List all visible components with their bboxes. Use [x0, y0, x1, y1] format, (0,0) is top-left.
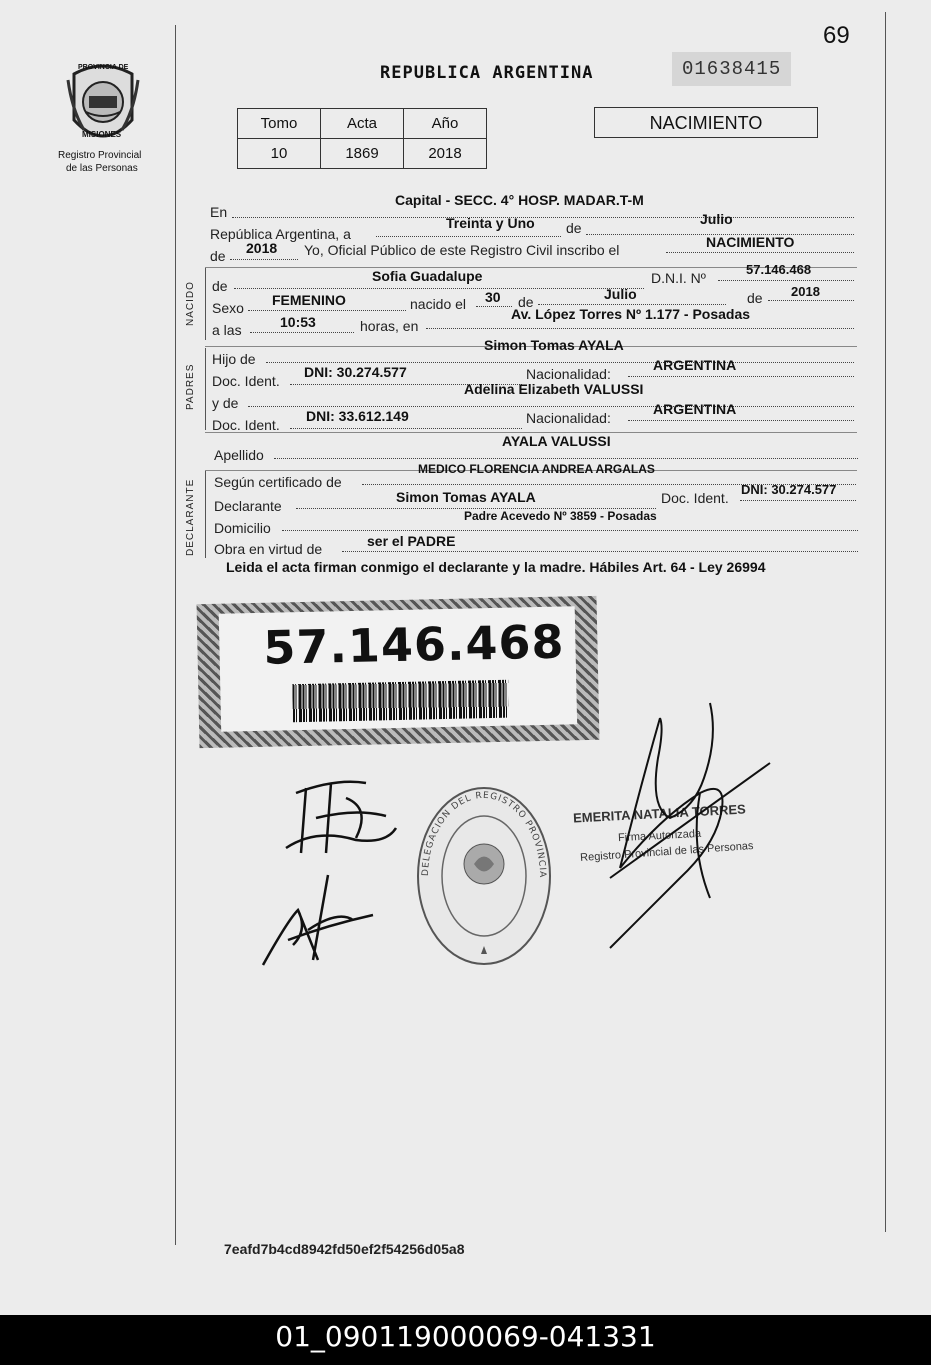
label-dni: D.N.I. Nº: [651, 270, 706, 286]
padres-section-line: [205, 348, 206, 430]
dni-card-number: 57.146.468: [262, 614, 565, 675]
document-hash: 7eafd7b4cd8942fd50ef2f54256d05a8: [224, 1241, 465, 1257]
serial-number: 01638415: [672, 52, 791, 86]
stamp-name: EMERITA NATALIA TORRES: [572, 801, 747, 826]
side-label-padres: PADRES: [185, 363, 196, 410]
document-title: REPUBLICA ARGENTINA: [380, 63, 594, 83]
value-tipo: NACIMIENTO: [706, 234, 795, 250]
label-segun: Según certificado de: [214, 474, 342, 490]
seal-text-bottom: MISIONES: [82, 130, 122, 139]
label-horas: horas, en: [360, 318, 419, 334]
label-doc-ident-1: Doc. Ident.: [212, 373, 280, 389]
barcode: [292, 680, 509, 723]
seal-arc-text: DELEGACION DEL REGISTRO PROVINCIA: [420, 790, 548, 879]
label-de-start: de: [210, 248, 226, 264]
side-label-nacido: NACIDO: [185, 281, 196, 326]
label-nacionalidad-2: Nacionalidad:: [526, 410, 611, 426]
label-de-mid: de: [566, 220, 582, 236]
official-round-seal: [414, 784, 554, 968]
nacido-section-line: [205, 268, 206, 340]
label-de-month: de: [518, 294, 534, 310]
stamp-role: Firma Autorizada: [617, 827, 702, 845]
acta-header: Acta: [321, 109, 404, 139]
page-number: 69: [823, 22, 850, 49]
right-margin-line: [885, 12, 886, 1232]
value-dia-letras: Treinta y Uno: [446, 215, 535, 231]
declarante-signature: [276, 768, 406, 868]
value-apellido: AYALA VALUSSI: [502, 433, 611, 449]
label-doc-ident-3: Doc. Ident.: [661, 490, 729, 506]
logo-caption-1: Registro Provincial: [58, 150, 142, 161]
closing-text: Leida el acta firman conmigo el declarante y la madre. Hábiles Art. 64 - Ley 26994: [226, 559, 766, 575]
stamp-office: Registro Provincial de las Personas: [579, 839, 754, 865]
tomo-header: Tomo: [238, 109, 321, 139]
tomo-acta-ano-table: [237, 108, 487, 169]
value-padre-nac: ARGENTINA: [653, 357, 737, 373]
value-domicilio: Padre Acevedo Nº 3859 - Posadas: [464, 509, 657, 523]
label-a-las: a las: [212, 322, 242, 338]
label-de-year: de: [747, 290, 763, 306]
value-dni: 57.146.468: [746, 262, 812, 277]
value-hora: 10:53: [280, 314, 316, 330]
label-de-name: de: [212, 278, 228, 294]
label-nacido: nacido el: [410, 296, 467, 312]
value-mes-inscripcion: Julio: [700, 211, 733, 227]
dni-card-panel: [219, 606, 577, 731]
value-anio-inscripcion: 2018: [246, 240, 278, 256]
value-anio-nac: 2018: [791, 284, 820, 299]
value-obra: ser el PADRE: [367, 533, 456, 549]
left-margin-line: [175, 25, 176, 1245]
label-apellido: Apellido: [214, 447, 264, 463]
label-sexo: Sexo: [212, 300, 244, 316]
value-dia-nac: 30: [485, 289, 501, 305]
value-padre-doc: DNI: 30.274.577: [304, 364, 407, 380]
seal-text-top: PROVINCIA DE: [78, 64, 129, 71]
act-type-box: NACIMIENTO: [594, 107, 818, 138]
acta-value: 1869: [321, 139, 404, 169]
footer-file-code: 01_090119000069-041331: [0, 1315, 931, 1365]
label-domicilio: Domicilio: [214, 520, 271, 536]
province-seal-logo: [64, 60, 142, 148]
value-madre-nac: ARGENTINA: [653, 401, 737, 417]
value-nombre: Sofia Guadalupe: [372, 268, 483, 284]
value-declarante: Simon Tomas AYALA: [396, 489, 536, 505]
value-madre-doc: DNI: 33.612.149: [306, 408, 409, 424]
declarante-section-line: [205, 470, 206, 558]
value-declarante-doc: DNI: 30.274.577: [741, 482, 837, 497]
tomo-value: 10: [238, 139, 321, 169]
label-yo: Yo, Oficial Público de este Registro Civil inscribo el: [304, 242, 620, 258]
ano-header: Año: [404, 109, 487, 139]
label-nacionalidad-1: Nacionalidad:: [526, 366, 611, 382]
label-y-de: y de: [212, 395, 239, 411]
label-hijo-de: Hijo de: [212, 351, 256, 367]
label-en: En: [210, 204, 228, 220]
value-lugar: Capital - SECC. 4° HOSP. MADAR.T-M: [395, 192, 644, 208]
official-signature: [600, 698, 775, 953]
value-certificado: MEDICO FLORENCIA ANDREA ARGALAS: [418, 462, 655, 476]
dni-number-card: [197, 596, 600, 748]
label-republica: República Argentina, a: [210, 226, 351, 242]
value-padre: Simon Tomas AYALA: [484, 337, 624, 353]
label-obra: Obra en virtud de: [214, 541, 323, 557]
side-label-declarante: DECLARANTE: [185, 478, 196, 556]
logo-caption-2: de las Personas: [66, 163, 138, 174]
ano-value: 2018: [404, 139, 487, 169]
madre-signature: [258, 870, 378, 970]
value-madre: Adelina Elizabeth VALUSSI: [464, 381, 644, 397]
value-sexo: FEMENINO: [272, 292, 346, 308]
value-mes-nac: Julio: [604, 286, 637, 302]
label-doc-ident-2: Doc. Ident.: [212, 417, 280, 433]
label-declarante: Declarante: [214, 498, 282, 514]
value-lugar-nac: Av. López Torres Nº 1.177 - Posadas: [511, 306, 751, 322]
